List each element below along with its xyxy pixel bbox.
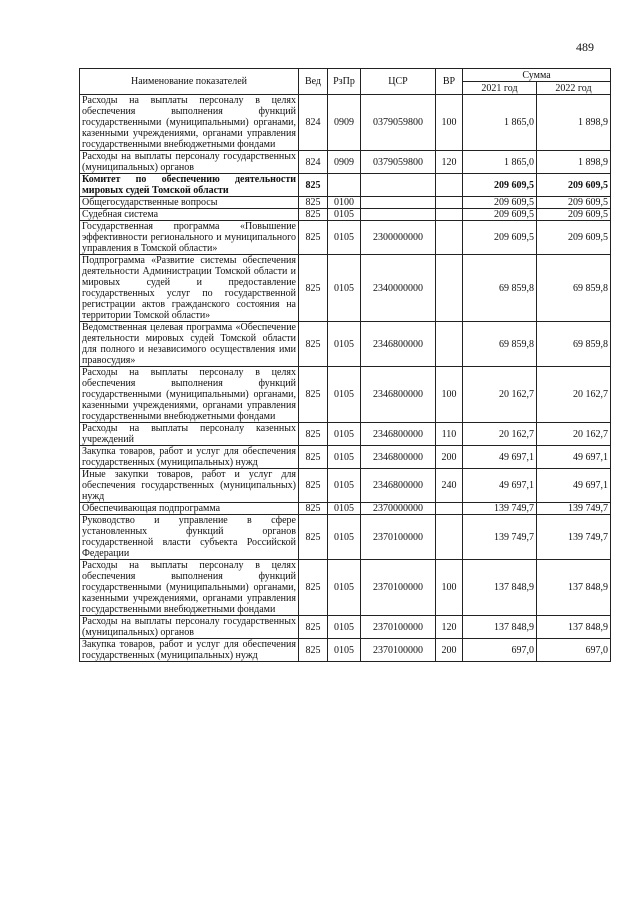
row-vr-cell: 100 [436,367,463,423]
row-name-cell: Расходы на выплаты персоналу в целях обеспечения выполнения функций государственными (муниципальными) органами, казенными учреждениями, органами управления государственными внебюджетными фондами [80,367,299,423]
row-csr-cell: 2346800000 [361,469,436,503]
row-rzpr-cell: 0105 [328,446,361,469]
row-rzpr-cell: 0105 [328,423,361,446]
table-row [80,515,611,560]
row-rzpr-cell: 0105 [328,560,361,616]
row-vr-cell [436,503,463,515]
table-row [80,255,611,322]
row-ved-cell: 825 [299,423,328,446]
row-2022-cell: 1 898,9 [537,151,611,174]
table-row [80,639,611,662]
row-2021-cell: 69 859,8 [463,255,537,322]
table-row [80,446,611,469]
row-vr-cell: 120 [436,616,463,639]
row-2021-cell: 20 162,7 [463,423,537,446]
table-row [80,95,611,151]
row-name-cell: Общегосударственные вопросы [80,197,299,209]
row-rzpr-cell: 0100 [328,197,361,209]
row-ved-cell: 825 [299,197,328,209]
row-rzpr-cell: 0105 [328,616,361,639]
row-csr-cell: 0379059800 [361,95,436,151]
row-rzpr-cell: 0105 [328,503,361,515]
row-name-cell: Ведомственная целевая программа «Обеспечение деятельности мировых судей Томской области для полного и независимого осуществления ими правосудия» [80,322,299,367]
row-rzpr-cell: 0105 [328,367,361,423]
row-2022-cell: 69 859,8 [537,322,611,367]
header-name: Наименование показателей [80,69,299,95]
row-rzpr-cell: 0105 [328,515,361,560]
row-rzpr-cell: 0909 [328,151,361,174]
row-ved-cell: 825 [299,639,328,662]
table-row [80,322,611,367]
row-rzpr-cell [328,174,361,197]
row-vr-cell: 110 [436,423,463,446]
row-vr-cell [436,209,463,221]
row-2022-cell: 49 697,1 [537,469,611,503]
row-name-cell: Подпрограмма «Развитие системы обеспечения деятельности Администрации Томской области и мировых судей и предоставление государственных услуг по государственной регистрации актов гражданского состояния на территории Томской области» [80,255,299,322]
table-row [80,560,611,616]
row-vr-cell [436,255,463,322]
row-ved-cell: 825 [299,469,328,503]
row-name-cell: Закупка товаров, работ и услуг для обеспечения государственных (муниципальных) нужд [80,446,299,469]
table-row [80,197,611,209]
row-name-cell: Иные закупки товаров, работ и услуг для обеспечения государственных (муниципальных) нужд [80,469,299,503]
header-rzpr: РзПр [328,69,361,95]
row-csr-cell: 0379059800 [361,151,436,174]
row-vr-cell [436,221,463,255]
row-2021-cell: 697,0 [463,639,537,662]
row-2022-cell: 209 609,5 [537,209,611,221]
row-ved-cell: 825 [299,255,328,322]
row-name-cell: Расходы на выплаты персоналу государственных (муниципальных) органов [80,151,299,174]
row-2022-cell: 209 609,5 [537,197,611,209]
header-sum: Сумма [463,69,611,82]
row-csr-cell: 2370100000 [361,639,436,662]
row-vr-cell: 240 [436,469,463,503]
row-name-cell: Обеспечивающая подпрограмма [80,503,299,515]
row-vr-cell [436,174,463,197]
row-vr-cell [436,322,463,367]
table-row [80,209,611,221]
row-2021-cell: 1 865,0 [463,151,537,174]
row-vr-cell [436,515,463,560]
row-ved-cell: 824 [299,151,328,174]
row-name-cell: Расходы на выплаты персоналу государственных (муниципальных) органов [80,616,299,639]
row-csr-cell: 2370100000 [361,616,436,639]
row-2021-cell: 209 609,5 [463,221,537,255]
row-ved-cell: 825 [299,515,328,560]
row-2022-cell: 20 162,7 [537,423,611,446]
row-name-cell: Расходы на выплаты персоналу казенных учреждений [80,423,299,446]
row-vr-cell: 100 [436,560,463,616]
row-csr-cell: 2346800000 [361,423,436,446]
row-vr-cell: 200 [436,446,463,469]
row-csr-cell: 2346800000 [361,322,436,367]
row-2022-cell: 139 749,7 [537,515,611,560]
row-csr-cell: 2370000000 [361,503,436,515]
table-row [80,503,611,515]
row-2022-cell: 697,0 [537,639,611,662]
row-2022-cell: 137 848,9 [537,616,611,639]
row-2021-cell: 69 859,8 [463,322,537,367]
row-rzpr-cell: 0105 [328,322,361,367]
header-2022: 2022 год [537,82,611,95]
table-row [80,469,611,503]
row-csr-cell: 2370100000 [361,560,436,616]
row-vr-cell [436,197,463,209]
row-2021-cell: 139 749,7 [463,503,537,515]
row-name-cell: Закупка товаров, работ и услуг для обеспечения государственных (муниципальных) нужд [80,639,299,662]
row-rzpr-cell: 0105 [328,221,361,255]
row-ved-cell: 825 [299,367,328,423]
row-ved-cell: 825 [299,174,328,197]
table-row [80,174,611,197]
header-2021: 2021 год [463,82,537,95]
row-rzpr-cell: 0105 [328,639,361,662]
table-body [80,95,611,662]
row-2022-cell: 139 749,7 [537,503,611,515]
header-ved: Вед [299,69,328,95]
row-ved-cell: 825 [299,503,328,515]
row-2021-cell: 49 697,1 [463,469,537,503]
row-csr-cell: 2300000000 [361,221,436,255]
row-name-cell: Судебная система [80,209,299,221]
row-name-cell: Руководство и управление в сфере установленных функций органов государственной власти субъекта Российской Федерации [80,515,299,560]
row-2021-cell: 209 609,5 [463,209,537,221]
row-2022-cell: 209 609,5 [537,174,611,197]
table-row [80,616,611,639]
row-csr-cell: 2346800000 [361,367,436,423]
table-row [80,423,611,446]
row-rzpr-cell: 0105 [328,255,361,322]
row-rzpr-cell: 0105 [328,209,361,221]
header-vr: ВР [436,69,463,95]
budget-table [79,68,611,662]
row-vr-cell: 100 [436,95,463,151]
row-2021-cell: 137 848,9 [463,560,537,616]
row-2022-cell: 209 609,5 [537,221,611,255]
row-2022-cell: 49 697,1 [537,446,611,469]
page-number: 489 [576,40,594,54]
row-ved-cell: 825 [299,616,328,639]
row-csr-cell [361,197,436,209]
row-ved-cell: 825 [299,221,328,255]
header-csr: ЦСР [361,69,436,95]
row-2021-cell: 20 162,7 [463,367,537,423]
row-ved-cell: 824 [299,95,328,151]
row-rzpr-cell: 0909 [328,95,361,151]
row-name-cell: Комитет по обеспечению деятельности мировых судей Томской области [80,174,299,197]
table-row [80,151,611,174]
row-2022-cell: 20 162,7 [537,367,611,423]
row-name-cell: Расходы на выплаты персоналу в целях обеспечения выполнения функций государственными (муниципальными) органами, казенными учреждениями, органами управления государственными внебюджетными фондами [80,95,299,151]
row-ved-cell: 825 [299,322,328,367]
row-csr-cell: 2346800000 [361,446,436,469]
row-2022-cell: 1 898,9 [537,95,611,151]
row-vr-cell: 200 [436,639,463,662]
row-ved-cell: 825 [299,209,328,221]
row-2021-cell: 209 609,5 [463,197,537,209]
row-2022-cell: 69 859,8 [537,255,611,322]
row-rzpr-cell: 0105 [328,469,361,503]
row-ved-cell: 825 [299,446,328,469]
row-2021-cell: 49 697,1 [463,446,537,469]
row-csr-cell [361,209,436,221]
row-name-cell: Расходы на выплаты персоналу в целях обеспечения выполнения функций государственными (муниципальными) органами, казенными учреждениями, органами управления государственными внебюджетными фондами [80,560,299,616]
row-2021-cell: 139 749,7 [463,515,537,560]
row-2021-cell: 209 609,5 [463,174,537,197]
row-2021-cell: 137 848,9 [463,616,537,639]
row-ved-cell: 825 [299,560,328,616]
row-vr-cell: 120 [436,151,463,174]
row-2021-cell: 1 865,0 [463,95,537,151]
row-name-cell: Государственная программа «Повышение эффективности регионального и муниципального управления в Томской области» [80,221,299,255]
table-row [80,367,611,423]
row-2022-cell: 137 848,9 [537,560,611,616]
table-row [80,221,611,255]
row-csr-cell: 2370100000 [361,515,436,560]
row-csr-cell [361,174,436,197]
row-csr-cell: 2340000000 [361,255,436,322]
